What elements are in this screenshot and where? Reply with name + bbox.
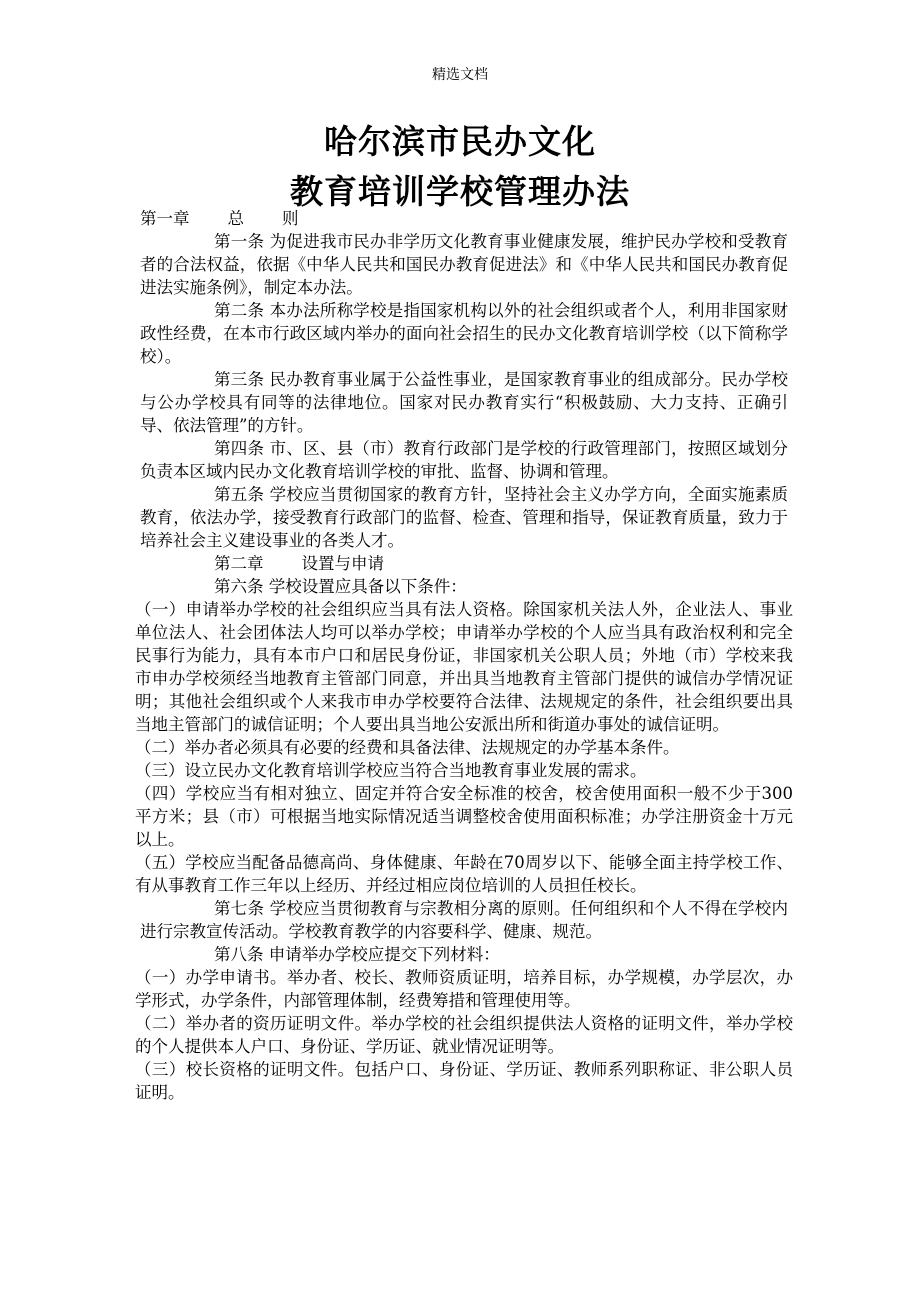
article-6-item-1: （一）申请举办学校的社会组织应当具有法人资格。除国家机关法人外，企业法人、事业单位法人、社会团体法人均可以举办学校；申请举办学校的个人应当具有政治权利和完全民事行为能力，具有本市户口和居民身份证，非国家机关公职人员；外地（市）学校来我市申办学校须经当地教育主管部门同意，并出具当地教育主管部门提供的诚信办学情况证明；其他社会组织或个人来我市申办学校要符合法律、法规规定的条件，社会组织要出具当地主管部门的诚信证明；个人要出具当地公安派出所和街道办事处的诚信证明。 — [135, 600, 793, 734]
document-body — [135, 207, 793, 1104]
article-6: 第六条 学校设置应具备以下条件： — [214, 577, 467, 596]
chapter-2-title: 设置与申请 — [301, 554, 384, 573]
chapter-2-heading — [140, 552, 788, 575]
article-2: 第二条 本办法所称学校是指国家机构以外的社会组织或者个人，利用非国家财政性经费，在本市行政区域内举办的面向社会招生的民办文化教育培训学校（以下简称学校）。 — [140, 301, 788, 366]
chapter-1-title-a: 总 — [227, 209, 244, 228]
article-8-item-2: （二）举办者的资历证明文件。举办学校的社会组织提供法人资格的证明文件，举办学校的个人提供本人户口、身份证、学历证、就业情况证明等。 — [135, 1014, 793, 1056]
article-3: 第三条 民办教育事业属于公益性事业，是国家教育事业的组成部分。民办学校与公办学校具有同等的法律地位。国家对民办教育实行“积极鼓励、大力支持、正确引导、依法管理”的方针。 — [140, 370, 788, 435]
article-6-item-3: （三）设立民办文化教育培训学校应当符合当地教育事业发展的需求。 — [135, 761, 647, 780]
article-8: 第八条 申请举办学校应提交下列材料： — [214, 945, 500, 964]
chapter-1-number: 第一章 — [140, 209, 190, 228]
chapter-1-title-b: 则 — [282, 209, 299, 228]
chapter-2-number: 第二章 — [214, 554, 264, 573]
article-6-item-4: （四）学校应当有相对独立、固定并符合安全标准的校舍，校舍使用面积一般不少于300平方米；县（市）可根据当地实际情况适当调整校舍使用面积标准；办学注册资金十万元以上。 — [135, 784, 793, 849]
chapter-1-heading — [140, 207, 788, 230]
article-4: 第四条 市、区、县（市）教育行政部门是学校的行政管理部门，按照区域划分负责本区域内民办文化教育培训学校的审批、监督、协调和管理。 — [140, 439, 788, 481]
article-8-item-3: （三）校长资格的证明文件。包括户口、身份证、学历证、教师系列职称证、非公职人员证明。 — [135, 1060, 793, 1102]
article-6-item-2: （二）举办者必须具有必要的经费和具备法律、法规规定的办学基本条件。 — [135, 738, 680, 757]
article-6-item-5: （五）学校应当配备品德高尚、身体健康、年龄在70周岁以下、能够全面主持学校工作、有从事教育工作三年以上经历、并经过相应岗位培训的人员担任校长。 — [135, 853, 793, 895]
article-1: 第一条 为促进我市民办非学历文化教育事业健康发展，维护民办学校和受教育者的合法权益，依据《中华人民共和国民办教育促进法》和《中华人民共和国民办教育促进法实施条例》，制定本办法。 — [140, 232, 788, 297]
document-title-line1: 哈尔滨市民办文化 — [324, 122, 596, 161]
page-header: 精选文档 — [432, 67, 488, 83]
article-7: 第七条 学校应当贯彻教育与宗教相分离的原则。任何组织和个人不得在学校内进行宗教宣传活动。学校教育教学的内容要科学、健康、规范。 — [140, 899, 788, 941]
article-5: 第五条 学校应当贯彻国家的教育方针，坚持社会主义办学方向，全面实施素质教育，依法办学，接受教育行政部门的监督、检查、管理和指导，保证教育质量，致力于培养社会主义建设事业的各类人才。 — [140, 485, 788, 550]
document-title-line2: 教育培训学校管理办法 — [290, 172, 630, 211]
article-8-item-1: （一）办学申请书。举办者、校长、教师资质证明，培养目标，办学规模，办学层次，办学形式，办学条件，内部管理体制，经费筹措和管理使用等。 — [135, 968, 793, 1010]
